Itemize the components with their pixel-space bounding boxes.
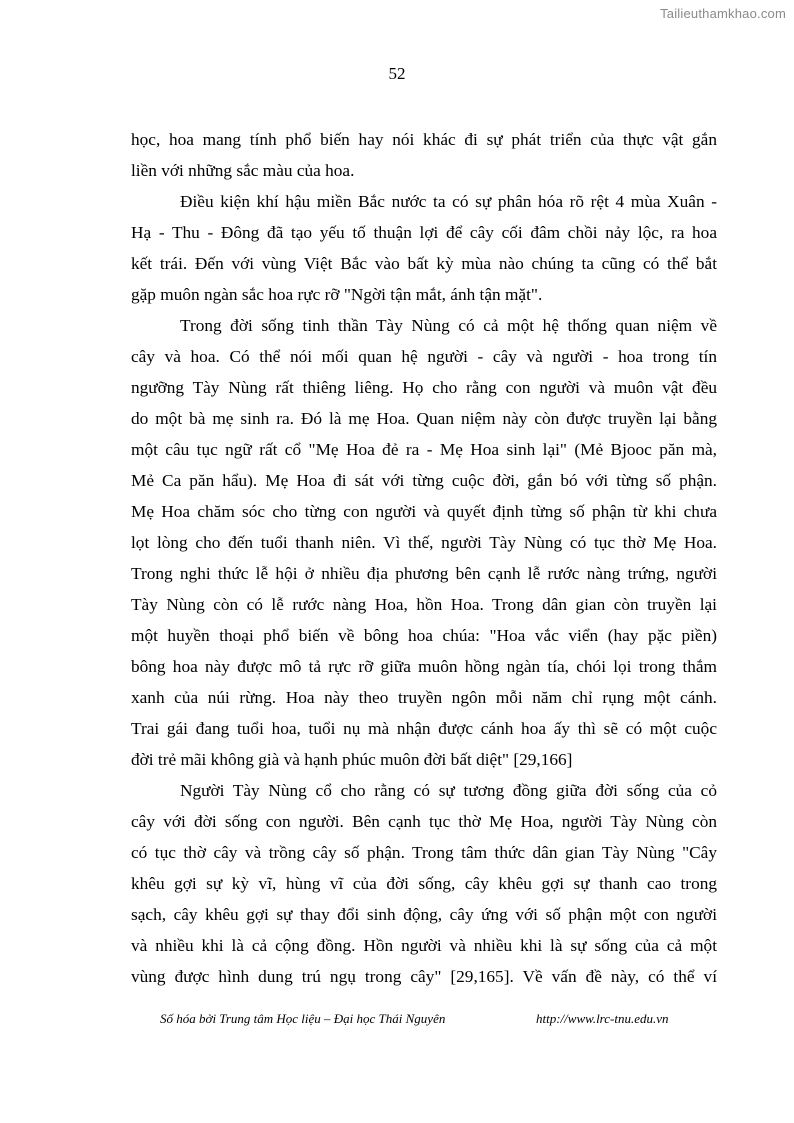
text-line: xanh của núi rừng. Hoa này theo truyền ngôn mỗi năm chỉ rụng một cánh. [131,688,717,707]
watermark-text: Tailieuthamkhao.com [660,6,786,21]
text-line: một câu tục ngữ rất cổ "Mẹ Hoa đẻ ra - Mẹ Hoa sinh lại" (Mẻ Bjooc păn mà, [131,440,717,459]
text-line: liền với những sắc màu của hoa. [131,161,355,180]
text-line: Trong nghi thức lễ hội ở nhiều địa phương bên cạnh lễ rước nàng trứng, người [131,564,717,583]
text-line: một huyền thoại phổ biến về bông hoa chúa: "Hoa vắc viển (hay pặc piền) [131,626,717,645]
text-line: Mẻ Ca păn hẩu). Mẹ Hoa đi sát với từng cuộc đời, gắn bó với từng số phận. [131,471,717,490]
text-line: và nhiều khi là cả cộng đồng. Hồn người và nhiều khi là sự sống của cả một [131,936,717,955]
text-line: Hạ - Thu - Đông đã tạo yếu tố thuận lợi để cây cối đâm chồi nảy lộc, ra hoa [131,223,717,242]
text-line: có tục thờ cây và trồng cây số phận. Trong tâm thức dân gian Tày Nùng "Cây [131,843,717,862]
text-line: cây với đời sống con người. Bên cạnh tục thờ Mẹ Hoa, người Tày Nùng còn [131,812,717,831]
text-line: do một bà mẹ sinh ra. Đó là mẹ Hoa. Quan niệm này còn được truyền lại bằng [131,409,717,428]
text-line: vùng được hình dung trú ngụ trong cây" [29,165]. Về vấn đề này, có thể ví [131,967,717,986]
text-line: Trai gái đang tuổi hoa, tuổi nụ mà nhận được cánh hoa ấy thì sẽ có một cuộc [131,719,717,738]
text-line: học, hoa mang tính phổ biến hay nói khác đi sự phát triển của thực vật gắn [131,130,717,149]
document-body [131,124,717,992]
text-line: khêu gợi sự kỳ vĩ, hùng vĩ của đời sống, cây khêu gợi sự thanh cao trong [131,874,717,893]
text-line: Điều kiện khí hậu miền Bắc nước ta có sự phân hóa rõ rệt 4 mùa Xuân - [180,192,717,211]
text-line: Mẹ Hoa chăm sóc cho từng con người và quyết định từng số phận từ khi chưa [131,502,717,521]
text-line: Tày Nùng còn có lễ rước nàng Hoa, hồn Hoa. Trong dân gian còn truyền lại [131,595,717,614]
text-line: ngưỡng Tày Nùng rất thiêng liêng. Họ cho rằng con người và muôn vật đều [131,378,717,397]
text-line: đời trẻ mãi không già và hạnh phúc muôn đời bất diệt" [29,166] [131,750,573,769]
footer-url: http://www.lrc-tnu.edu.vn [536,1011,669,1026]
text-line: Người Tày Nùng cổ cho rằng có sự tương đồng giữa đời sống của cỏ [180,781,717,800]
text-line: cây và hoa. Có thể nói mối quan hệ người - cây và người - hoa trong tín [131,347,717,366]
footer-credit: Số hóa bởi Trung tâm Học liệu – Đại học Thái Nguyên [160,1011,446,1026]
page-number: 52 [388,64,406,83]
text-line: sạch, cây khêu gợi sự thay đổi sinh động, cây ứng với số phận một con người [131,905,717,924]
text-line: bông hoa này được mô tả rực rỡ giữa muôn hồng ngàn tía, chói lọi trong thắm [131,657,717,676]
text-line: lọt lòng cho đến tuổi thanh niên. Vì thế, người Tày Nùng có tục thờ Mẹ Hoa. [131,533,717,552]
text-line: kết trái. Đến với vùng Việt Bắc vào bất kỳ mùa nào chúng ta cũng có thể bắt [131,254,717,273]
text-line: Trong đời sống tinh thần Tày Nùng có cả một hệ thống quan niệm về [180,316,717,335]
text-line: gặp muôn ngàn sắc hoa rực rỡ "Ngời tận mắt, ánh tận mặt". [131,285,543,304]
